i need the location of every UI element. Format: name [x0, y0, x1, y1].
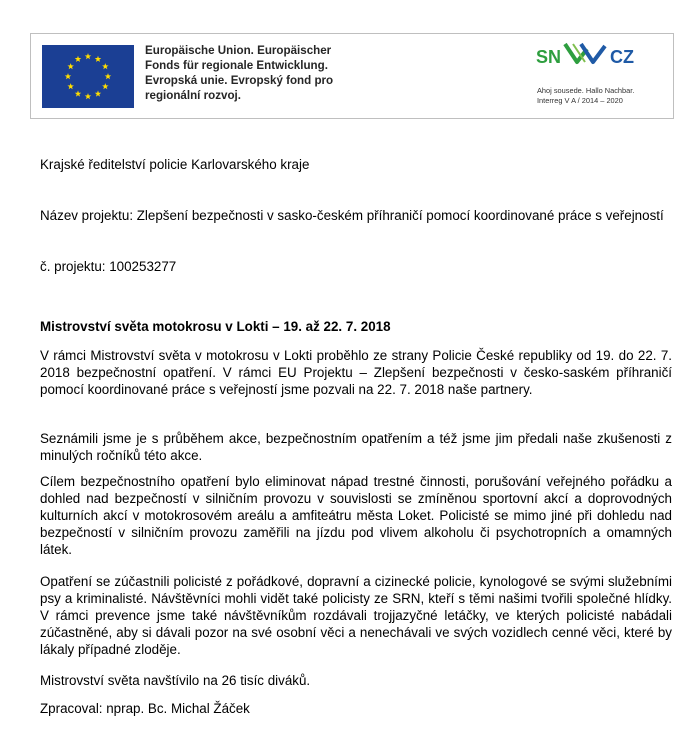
visitors-count: Mistrovství světa navštívilo na 26 tisíc diváků.: [40, 673, 311, 688]
eu-text-line-1: Europäische Union. Europäischer: [145, 44, 332, 57]
paragraph-1: V rámci Mistrovství světa v motokrosu v Lokti proběhlo ze strany Policie České republiky od 19. do 22. 7. 2018 bezpečnostní opatření. V rámci EU Projektu – Zlepšení bezpečnosti v česko-saském příhraničí pomocí koordinované práce s veřejností jsme pozvali na 22. 7. 2018 naše partnery.: [40, 348, 672, 397]
eu-funding-text: [145, 43, 345, 103]
eu-flag-icon: [42, 45, 134, 108]
sncz-logo-icon: [503, 34, 663, 118]
organization-name: Krajské ředitelství policie Karlovarského kraje: [40, 157, 310, 172]
eu-text-line-4: regionální rozvoj.: [145, 89, 241, 102]
eu-text-line-2: Fonds für regionale Entwicklung.: [145, 59, 328, 72]
logo-sn-text: SN: [536, 47, 562, 67]
project-name: Název projektu: Zlepšení bezpečnosti v sasko-českém příhraničí pomocí koordinované práce s veřejností: [40, 208, 664, 223]
paragraph-3: Cílem bezpečnostního opatření bylo eliminovat nápad trestné činnosti, porušování veřejného pořádku a dohled nad bezpečností v silničním provozu v souvislosti se zmíněnou sportovní akcí a doprovodných kulturních akcí v motokrosovém areálu a amfiteátru města Loket. Policisté se mimo jiné při dohledu nad bezpečností v silničním provozu zaměřili na jízdu pod vlivem alkoholu či psychotropních a omamných látek.: [40, 474, 672, 557]
interreg-tagline: [537, 86, 657, 105]
project-number: č. projektu: 100253277: [40, 259, 177, 274]
logo-chevron-mark: [565, 44, 605, 62]
header-logo-banner: [30, 33, 674, 119]
eu-text-line-3: Evropská unie. Evropský fond pro: [145, 74, 334, 87]
paragraph-2: Seznámili jsme je s průběhem akce, bezpečnostním opatřením a též jsme jim předali naše zkušenosti z minulých ročníků této akce.: [40, 431, 672, 463]
author-line: Zpracoval: nprap. Bc. Michal Žáček: [40, 701, 250, 716]
article-heading: Mistrovství světa motokrosu v Lokti – 19. až 22. 7. 2018: [40, 319, 391, 334]
paragraph-4: Opatření se zúčastnili policisté z pořádkové, dopravní a cizinecké policie, kynologové se svými služebními psy a kriminalisté. Návštěvníci mohli vidět také policisty ze SRN, kteří s těmi našimi tvořili společné hlídky. V rámci prevence jsme také návštěvníkům rozdávali trojjazyčné letáčky, ve kterých policisté nabádali zúčastněné, aby si dávali pozor na své osobní věci a nenechávali ve svých vozidlech cenné věci, které by lákaly případné zloděje.: [40, 574, 672, 657]
tagline-line-2: Interreg V A / 2014 – 2020: [537, 95, 623, 105]
tagline-line-1: Ahoj sousede. Hallo Nachbar.: [537, 86, 635, 95]
logo-cz-text: CZ: [610, 47, 634, 67]
